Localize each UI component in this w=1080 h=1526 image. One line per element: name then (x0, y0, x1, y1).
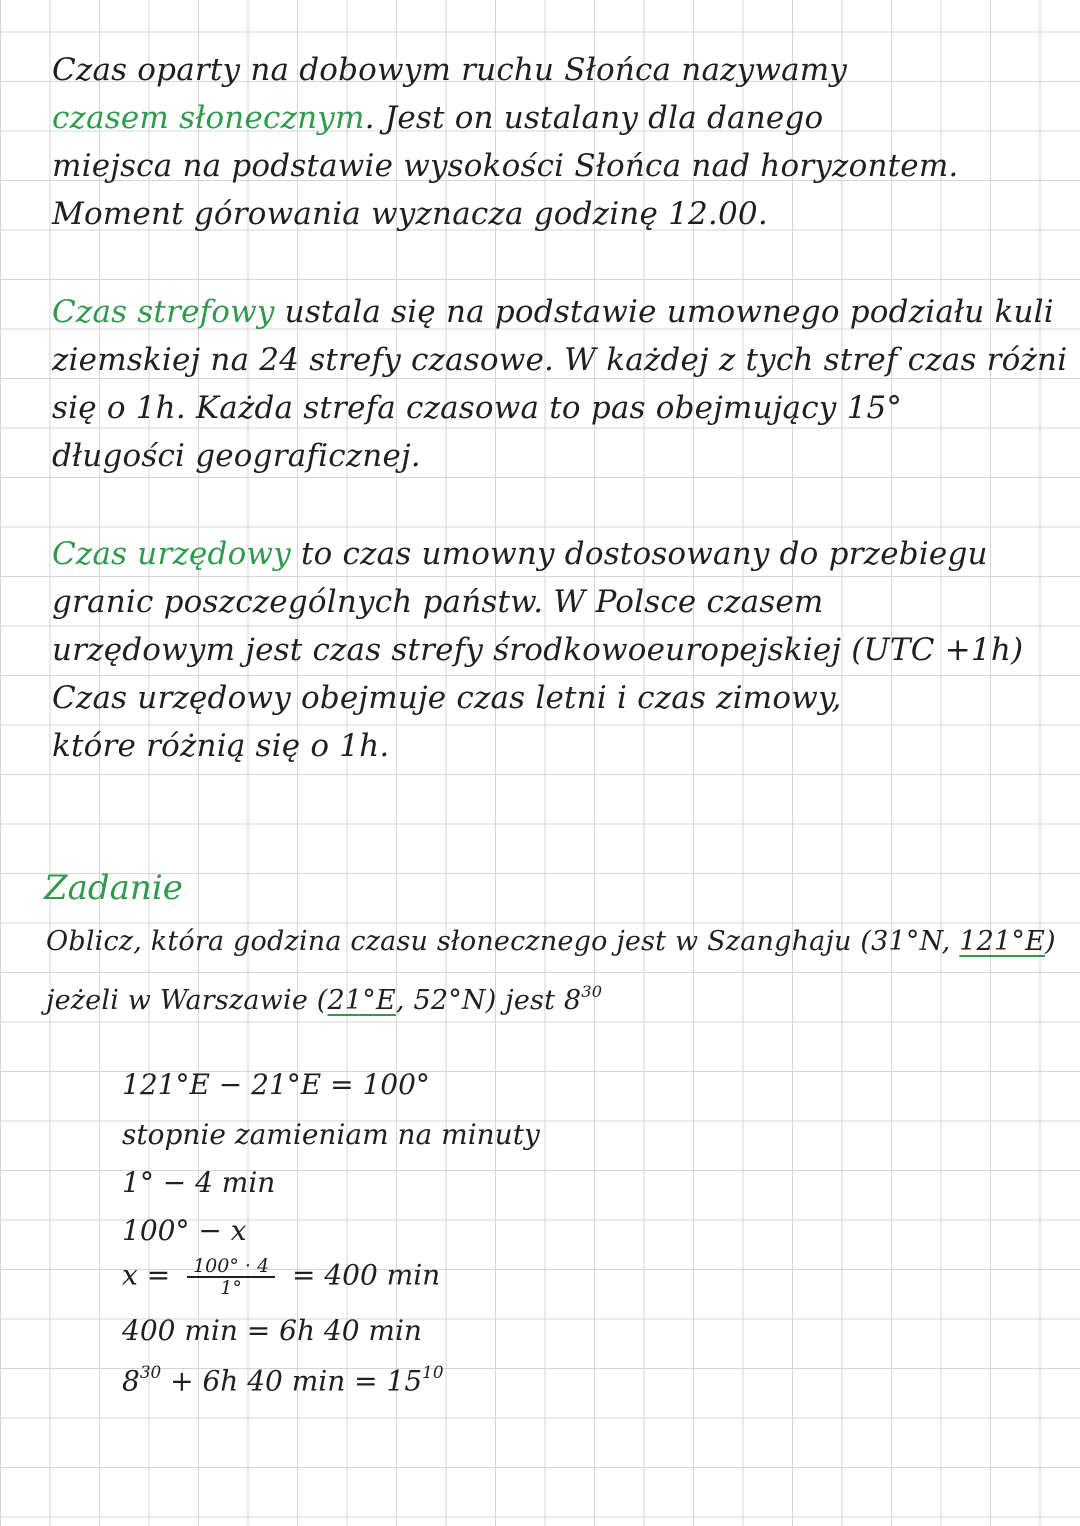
fraction-denominator: 1° (220, 1277, 242, 1299)
text-line (52, 98, 823, 138)
term-zone-time: Czas strefowy (52, 294, 275, 330)
text-line (46, 972, 602, 1021)
text-fragment: to czas umowny dostosowany do przebiegu (290, 536, 988, 572)
superscript-minutes: 10 (422, 1362, 444, 1382)
calc-fraction-line (122, 1256, 440, 1298)
fraction-result: = 400 min (291, 1258, 441, 1292)
task-heading: Zadanie (44, 868, 183, 908)
text-line: się o 1h. Każda strefa czasowa to pas obejmujący 15° (52, 390, 903, 426)
calc-line: 100° − x (122, 1214, 247, 1247)
text-line (52, 292, 1054, 332)
calc-line: 1° − 4 min (122, 1166, 276, 1199)
text-fragment: + 6h 40 min = 15 (161, 1364, 423, 1398)
text-line: Czas oparty na dobowym ruchu Słońca nazywamy (52, 52, 848, 88)
text-line: urzędowym jest czas strefy środkowoeuropejskiej (UTC +1h) (52, 632, 1024, 668)
calc-result-line (122, 1362, 444, 1398)
text-fragment: jeżeli w Warszawie ( (46, 985, 328, 1017)
calc-line: 400 min = 6h 40 min (122, 1314, 422, 1347)
text-line: miejsca na podstawie wysokości Słońca nad horyzontem. (52, 148, 959, 184)
text-line: które różnią się o 1h. (52, 728, 390, 764)
superscript-minutes: 30 (581, 982, 603, 1001)
text-fragment: ) (1045, 926, 1056, 957)
fraction (187, 1256, 275, 1298)
text-line: Moment górowania wyznacza godzinę 12.00. (52, 196, 768, 232)
text-fragment: . Jest on ustalany dla danego (364, 100, 824, 136)
text-line: ziemskiej na 24 strefy czasowe. W każdej z tych stref czas różni (52, 342, 1068, 378)
term-official-time: Czas urzędowy (52, 536, 291, 572)
text-line: Czas urzędowy obejmuje czas letni i czas zimowy, (52, 680, 842, 716)
superscript-minutes: 30 (139, 1362, 162, 1382)
text-fragment: Oblicz, która godzina czasu słonecznego jest w Szanghaju (31°N, (46, 926, 960, 957)
underlined-longitude-shanghai: 121°E (959, 926, 1046, 957)
term-solar-time: czasem słonecznym (52, 100, 365, 136)
calc-line: stopnie zamieniam na minuty (122, 1118, 540, 1151)
text-fragment: ustala się na podstawie umownego podziału kuli (274, 294, 1054, 330)
text-fragment: , 52°N) jest 8 (395, 985, 582, 1017)
underlined-longitude-warsaw: 21°E (327, 985, 396, 1017)
text-line (46, 922, 1056, 962)
calc-line: 121°E − 21°E = 100° (122, 1068, 430, 1101)
text-line: długości geograficznej. (52, 438, 421, 474)
text-line (52, 534, 988, 574)
fraction-numerator: 100° · 4 (187, 1256, 275, 1278)
text-line: granic poszczególnych państw. W Polsce czasem (52, 584, 824, 620)
text-fragment: 8 (122, 1364, 140, 1398)
variable-x: x = (122, 1258, 171, 1292)
